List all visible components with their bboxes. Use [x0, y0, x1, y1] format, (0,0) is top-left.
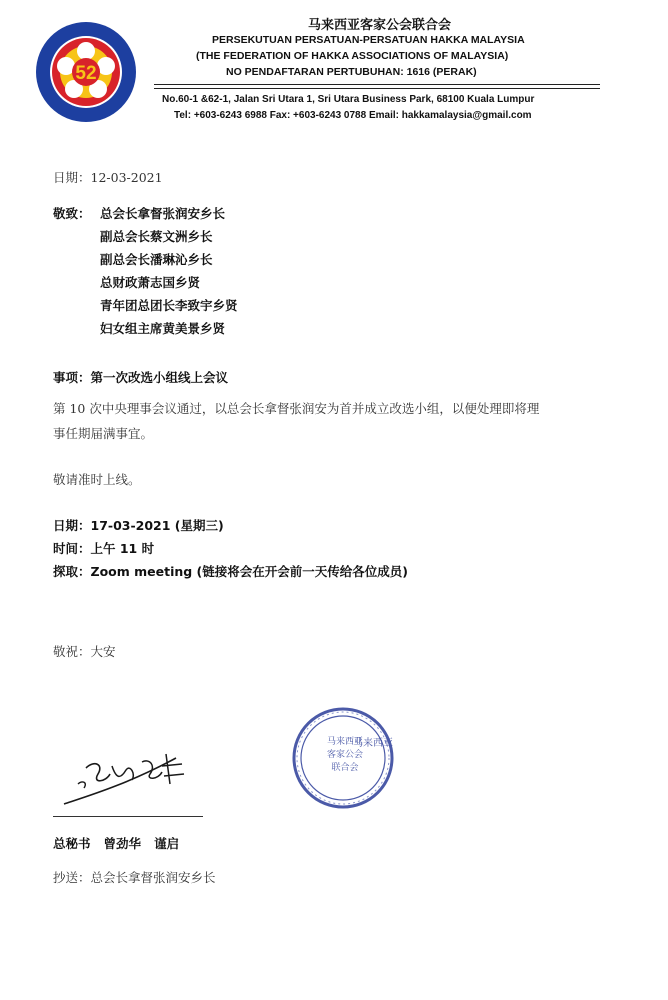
seal-text: 马来西亚客家公会联合会: [326, 737, 363, 773]
closing-greeting: 敬祝：大安: [53, 644, 116, 659]
association-logo: [34, 20, 138, 124]
body-line: 事任期届满事宜。: [53, 426, 154, 441]
recipient-list: [100, 204, 238, 342]
letter-body: [53, 396, 598, 446]
recipient: 总会长拿督张润安乡长: [100, 206, 226, 221]
signature-line: [53, 816, 203, 817]
svg-text:马来西亚: 马来西亚: [353, 738, 393, 749]
body-line: 第 10 次中央理事会议通过，以总会长拿督张润安为首并成立改选小组，以便处理即将理: [53, 401, 540, 416]
recipient-label: 敬致：: [53, 206, 91, 221]
letter-date: 日期：12-03-2021: [53, 170, 163, 185]
registration-number: NO PENDAFTARAN PERTUBUHAN: 1616 (PERAK): [226, 66, 477, 78]
recipient: 总财政萧志国乡贤: [100, 275, 201, 290]
signatory: 总秘书 曾劲华 谨启: [53, 836, 180, 851]
meeting-mode: 探取：Zoom meeting (链接将会在开会前一天传给各位成员): [53, 564, 408, 579]
recipient: 青年团总团长李致宇乡贤: [100, 298, 238, 313]
carbon-copy: 抄送：总会长拿督张润安乡长: [53, 870, 216, 885]
header-rule-2: [154, 88, 600, 89]
logo-number: 52: [75, 63, 97, 84]
handwritten-signature: [58, 744, 208, 814]
association-name-my: PERSEKUTUAN PERSATUAN-PERSATUAN HAKKA MALAYSIA: [212, 34, 525, 46]
letter-subject: 事项：第一次改选小组线上会议: [53, 370, 229, 385]
address-line: No.60-1 &62-1, Jalan Sri Utara 1, Sri Utara Business Park, 68100 Kuala Lumpur: [162, 94, 535, 105]
association-name-cn: 马来西亚客家公会联合会: [308, 18, 452, 33]
meeting-date: 日期：17-03-2021 (星期三): [53, 518, 224, 533]
header-rule-1: [154, 84, 600, 85]
recipient: 妇女组主席黄美景乡贤: [100, 321, 226, 336]
official-seal: [291, 706, 395, 810]
attendance-request: 敬请准时上线。: [53, 472, 141, 487]
contact-line: Tel: +603-6243 6988 Fax: +603-6243 0788 Email: hakkamalaysia@gmail.com: [174, 110, 532, 121]
recipient: 副总会长潘琳沁乡长: [100, 252, 213, 267]
meeting-time: 时间：上午 11 时: [53, 541, 155, 556]
recipient: 副总会长蔡文洲乡长: [100, 229, 213, 244]
association-name-en: (THE FEDERATION OF HAKKA ASSOCIATIONS OF MALAYSIA): [196, 50, 509, 62]
